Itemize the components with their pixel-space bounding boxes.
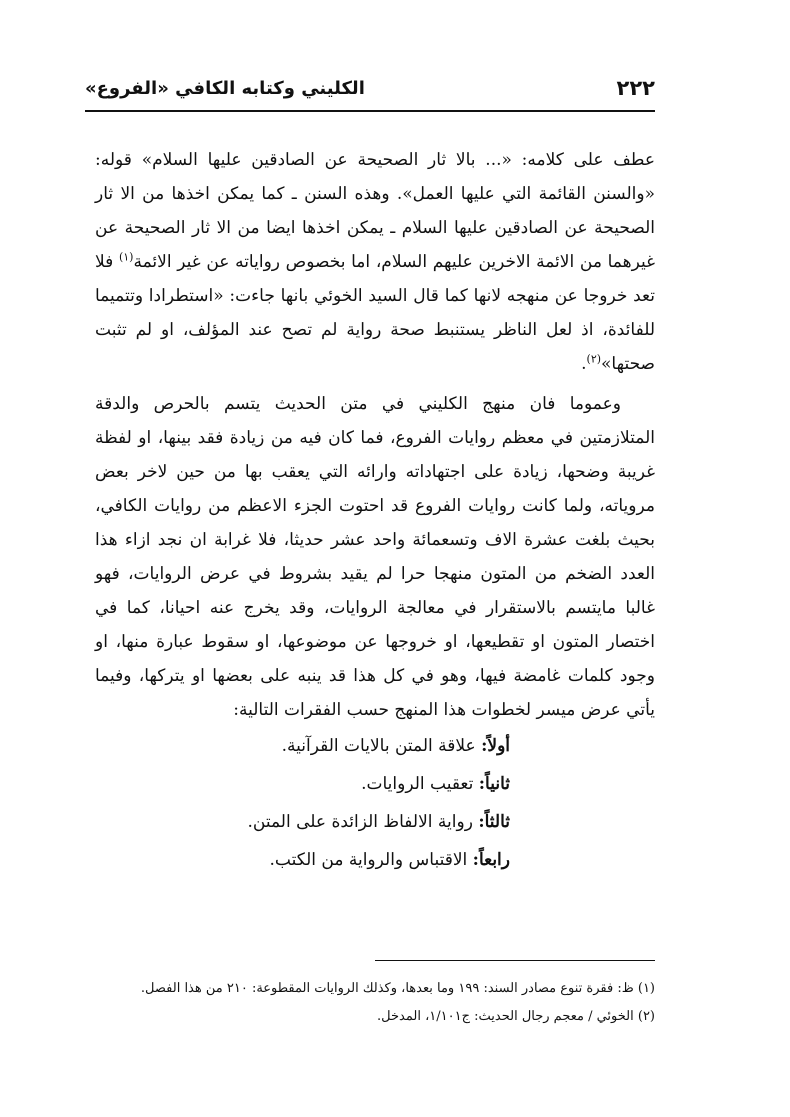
running-title: الكليني وكتابه الكافي «الفروع» xyxy=(85,78,365,99)
footnote-2: (٢) الخوئي / معجم رجال الحديث: ج١/١٠١، المدخل. xyxy=(377,1009,655,1024)
paragraph-1 xyxy=(95,143,655,381)
paragraph-1-end: . xyxy=(581,354,587,374)
list-item-label: ثانياً: xyxy=(478,774,510,794)
list-item-text: رواية الالفاظ الزائدة على المتن. xyxy=(247,812,479,832)
points-list xyxy=(95,727,655,879)
paragraph-2: وعموما فان منهج الكليني في متن الحديث يتسم بالحرص والدقة المتلازمتين في معظم روايات الفروع، فما كان فيه من زيادة فقد بينها، او لفظة غريبة وضحها، زيادة على اجتهاداته وارائه التي يعقب بها من حين لاخر بعض مروياته، ولما كانت روايات الفروع قد احتوت الجزء الاعظم من روايات الكافي، بحيث بلغت عشرة الاف وتسعمائة واحد عشر حديثا، فلا غرابة ان نجد ازاء هذا العدد الضخم من المتون منهجا حرا لم يقيد بشروط في عرض الروايات، فهو غالبا مايتسم بالاستقرار في معالجة الروايات، وقد يخرج عنه احيانا، كما في اختصار المتون او تقطيعها، او خروجها عن موضوعها، او سقوط عبارة منها، او وجود كلمات غامضة فيها، وهو في كل هذا قد ينبه على بعضها او يتركها، وفيما يأتي عرض ميسر لخطوات هذا المنهج حسب الفقرات التالية: xyxy=(95,394,655,720)
paragraph-1-text: عطف على كلامه: «... بالا ثار الصحيحة عن الصادقين عليها السلام» قوله: «والسنن القائمة التي عليها العمل». وهذه السنن ـ كما يمكن اخذها من الا ثار الصحيحة عن الصادقين عليها السلام ـ يمكن اخذها ايضا من الا ثار الصحيحة عن غيرهما من الائمة الاخرين عليهم السلام، اما بخصوص رواياته عن غير الائمة xyxy=(95,150,655,272)
list-item-text: تعقيب الروايات. xyxy=(361,774,479,794)
list-item-label: رابعاً: xyxy=(472,850,510,870)
list-item xyxy=(95,841,510,879)
list-item-label: ثالثاً: xyxy=(478,812,510,832)
page-number: ٢٢٢ xyxy=(616,76,655,100)
list-item xyxy=(95,803,510,841)
footnote-1: (١) ظ: فقرة تنوع مصادر السند: ١٩٩ وما بعدها، وكذلك الروايات المقطوعة: ٢١٠ من هذا الفصل. xyxy=(140,981,655,996)
footnote-divider xyxy=(375,960,655,961)
footnote-ref-1: (١) xyxy=(118,250,134,264)
list-item xyxy=(95,765,510,803)
footnotes xyxy=(85,975,655,1031)
page-header xyxy=(85,70,655,110)
header-rule xyxy=(85,110,655,112)
footnote-ref-2: (٢) xyxy=(586,352,602,366)
list-item xyxy=(95,727,510,765)
list-item-label: أولاً: xyxy=(481,736,510,756)
paragraph-1-continued: فلا تعد خروجا عن منهجه لانها كما قال السيد الخوئي بانها جاءت: «استطرادا وتتميما للفائدة، اذ لعل الناظر يستنبط صحة رواية لم تصح عند المؤلف، او لم تثبت صحتها» xyxy=(95,252,655,374)
list-item-text: الاقتباس والرواية من الكتب. xyxy=(269,850,473,870)
list-item-text: علاقة المتن بالايات القرآنية. xyxy=(281,736,482,756)
main-text xyxy=(95,143,655,879)
